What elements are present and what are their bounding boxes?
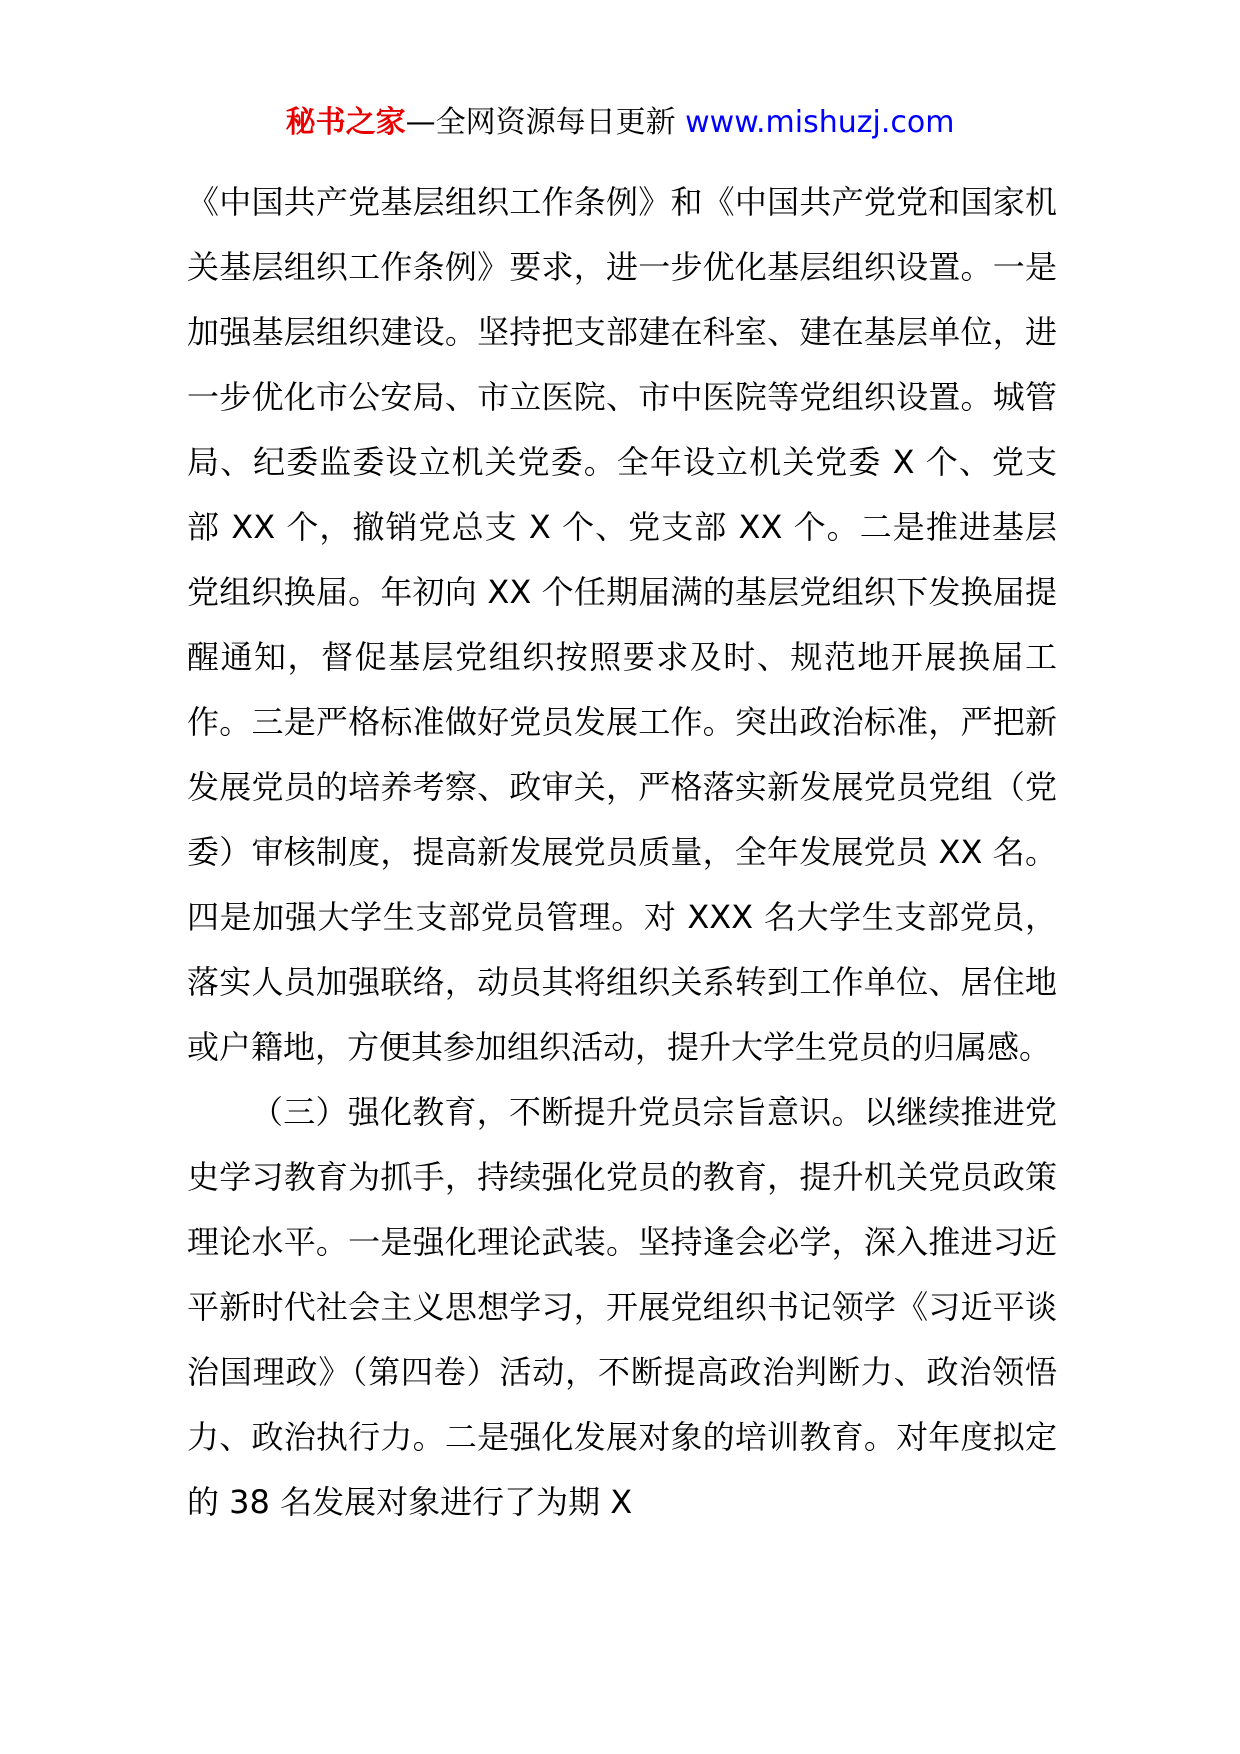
paragraph-continuation: 《中国共产党基层组织工作条例》和《中国共产党党和国家机关基层组织工作条例》要求，进一步优化基层组织设置。一是加强基层组织建设。坚持把支部建在科室、建在基层单位，进一步优化市公安局、市立医院、市中医院等党组织设置。城管局、纪委监委设立机关党委。全年设立机关党委 X 个、党支部 XX 个，撤销党总支 X 个、党支部 XX 个。二是推进基层党组织换届。年初向 XX 个任期届满的基层党组织下发换届提醒通知，督促基层党组织按照要求及时、规范地开展换届工作。三是严格标准做好党员发展工作。突出政治标准，严把新发展党员的培养考察、政审关，严格落实新发展党员党组（党委）审核制度，提高新发展党员质量，全年发展党员 XX 名。四是加强大学生支部党员管理。对 XXX 名大学生支部党员，落实人员加强联络，动员其将组织关系转到工作单位、居住地或户籍地，方便其参加组织活动，提升大学生党员的归属感。 <box>187 183 1057 1066</box>
page-header <box>0 100 1240 146</box>
brand-name: 秘书之家 <box>285 105 406 140</box>
site-url-link[interactable]: www.mishuzj.com <box>685 105 955 140</box>
document-body <box>187 170 1057 1535</box>
paragraph-section-three: （三）强化教育，不断提升党员宗旨意识。以继续推进党史学习教育为抓手，持续强化党员的教育，提升机关党员政策理论水平。一是强化理论武装。坚持逢会必学，深入推进习近平新时代社会主义思想学习，开展党组织书记领学《习近平谈治国理政》（第四卷）活动，不断提高政治判断力、政治领悟力、政治执行力。二是强化发展对象的培训教育。对年度拟定的 38 名发展对象进行了为期 X <box>187 1093 1057 1521</box>
header-tagline: —全网资源每日更新 <box>405 105 676 140</box>
